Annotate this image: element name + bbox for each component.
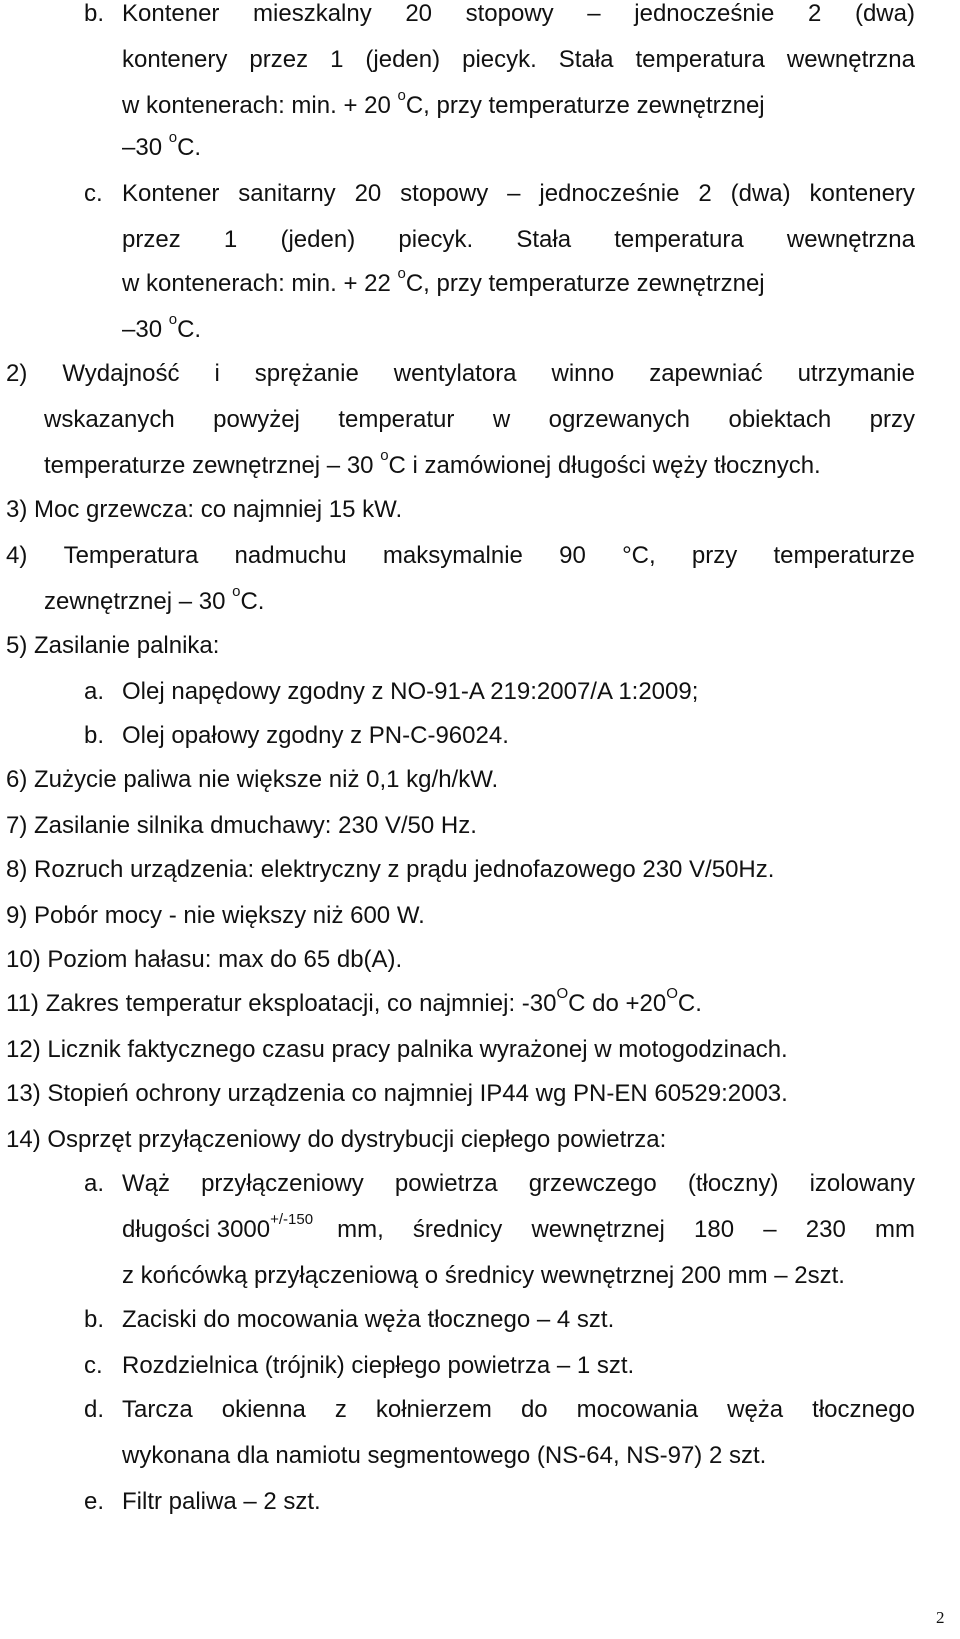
word: 2 — [698, 180, 712, 207]
item-14: 14) Osprzęt przyłączeniowy do dystrybucji ciepłego powietrza: — [6, 1126, 667, 1153]
word: wentylatora — [393, 360, 517, 387]
item-14d-line-2: wykonana dla namiotu segmentowego (NS-64, NS-97) 2 szt. — [122, 1442, 767, 1469]
item-14b-label: b. — [84, 1306, 105, 1333]
item-8: 8) Rozruch urządzenia: elektryczny z prądu jednofazowego 230 V/50Hz. — [6, 856, 775, 883]
word: stopowy — [400, 180, 489, 207]
word: 20 — [405, 0, 433, 27]
word: – — [587, 0, 601, 27]
word: jednocześnie — [539, 180, 680, 207]
item-b-line-1 — [122, 0, 915, 28]
word: 90 — [559, 542, 586, 569]
word: kontenery — [809, 180, 915, 207]
word: wewnętrznej — [531, 1216, 665, 1243]
word: wskazanych — [44, 406, 175, 433]
item-c-line-1 — [122, 180, 915, 208]
word: stopowy — [465, 0, 554, 27]
word: maksymalnie — [382, 542, 523, 569]
word: mm, — [337, 1216, 384, 1243]
item-b-label: b. — [84, 0, 105, 27]
item-14e-label: e. — [84, 1488, 105, 1515]
word: okienna — [221, 1396, 306, 1423]
word: nadmuchu — [234, 542, 347, 569]
word: (jeden) — [280, 226, 356, 253]
item-7: 7) Zasilanie silnika dmuchawy: 230 V/50 Hz. — [6, 812, 477, 839]
item-b-line-4: –30 $^o$C. — [122, 129, 202, 161]
word: powietrza — [394, 1170, 498, 1197]
word: średnicy — [412, 1216, 503, 1243]
item-5b-label: b. — [84, 722, 105, 749]
word: mieszkalny — [253, 0, 372, 27]
word: piecyk. — [398, 226, 474, 253]
item-c-label: c. — [84, 180, 103, 207]
item-14b: Zaciski do mocowania węża tłocznego – 4 szt. — [122, 1306, 615, 1333]
word: przez — [249, 46, 309, 73]
word: Stała — [558, 46, 614, 73]
word: piecyk. — [462, 46, 537, 73]
item-c-line-3: w kontenerach: min. + 22 $^o$C, przy temperaturze zewnętrznej — [122, 265, 765, 297]
word: powyżej — [213, 406, 300, 433]
item-5: 5) Zasilanie palnika: — [6, 632, 220, 659]
item-5a: Olej napędowy zgodny z NO-91-A 219:2007/A 1:2009; — [122, 678, 699, 705]
item-14d-line-1 — [122, 1396, 915, 1424]
item-b-line-2 — [122, 46, 915, 74]
item-14a-label: a. — [84, 1170, 105, 1197]
word: mocowania — [576, 1396, 699, 1423]
item-11: 11) Zakres temperatur eksploatacji, co najmniej: $-30^OC$ do $+20^OC$. — [6, 985, 702, 1017]
word: 4) — [6, 542, 28, 569]
word: kołnierzem — [375, 1396, 492, 1423]
word: Stała — [516, 226, 572, 253]
item-9: 9) Pobór mocy - nie większy niż 600 W. — [6, 902, 425, 929]
word: temperatur — [338, 406, 455, 433]
word: sprężanie — [254, 360, 359, 387]
item-2-line-3: temperaturze zewnętrznej – 30 $^o$C i zamówionej długości węży tłocznych. — [44, 447, 821, 479]
word: zapewniać — [649, 360, 763, 387]
item-4-line-2: zewnętrznej – 30 $^o$C. — [44, 583, 265, 615]
word: temperatura — [635, 46, 765, 73]
item-14e: Filtr paliwa – 2 szt. — [122, 1488, 321, 1515]
word: (dwa) — [854, 0, 915, 27]
item-13: 13) Stopień ochrony urządzenia co najmniej IP44 wg PN-EN 60529:2003. — [6, 1080, 788, 1107]
page-number: 2 — [936, 1608, 945, 1627]
word: (jeden) — [365, 46, 441, 73]
word: wewnętrzna — [786, 226, 915, 253]
item-14a-line-2: długości $3000^{+/-150}$ mm, średnicy wewnętrznej 180 – 230 mm — [122, 1211, 915, 1243]
word: jednocześnie — [634, 0, 775, 27]
word: przy — [691, 542, 738, 569]
word: utrzymanie — [797, 360, 915, 387]
item-c-line-2 — [122, 226, 915, 254]
word: Tarcza — [122, 1396, 193, 1423]
word: Kontener — [122, 0, 220, 27]
item-10: 10) Poziom hałasu: max do 65 db(A). — [6, 946, 403, 973]
word: przy — [869, 406, 915, 433]
item-14c-label: c. — [84, 1352, 103, 1379]
item-6: 6) Zużycie paliwa nie większe niż 0,1 kg/h/kW. — [6, 766, 499, 793]
word: kontenery — [122, 46, 228, 73]
item-5a-label: a. — [84, 678, 105, 705]
item-3: 3) Moc grzewcza: co najmniej 15 kW. — [6, 496, 403, 523]
word: Kontener — [122, 180, 220, 207]
word: 180 — [694, 1216, 735, 1243]
word: z — [334, 1396, 347, 1423]
word: 1 — [330, 46, 344, 73]
word: węża — [727, 1396, 784, 1423]
word: Temperatura — [63, 542, 199, 569]
word: (dwa) — [730, 180, 791, 207]
word: temperatura — [614, 226, 744, 253]
item-14d-label: d. — [84, 1396, 105, 1423]
word: ogrzewanych — [548, 406, 691, 433]
word: Wąż — [122, 1170, 170, 1197]
item-14a-line-3: z końcówką przyłączeniową o średnicy wewnętrznej 200 mm – 2szt. — [122, 1262, 845, 1289]
item-b-line-3: w kontenerach: min. + 20 $^o$C, przy temperaturze zewnętrznej — [122, 87, 765, 119]
item-14c: Rozdzielnica (trójnik) ciepłego powietrza – 1 szt. — [122, 1352, 635, 1379]
item-12: 12) Licznik faktycznego czasu pracy palnika wyrażonej w motogodzinach. — [6, 1036, 788, 1063]
word: 20 — [354, 180, 382, 207]
item-2-line-2 — [44, 406, 915, 434]
word: grzewczego — [528, 1170, 657, 1197]
item-14a-line-1 — [122, 1170, 915, 1198]
word: obiektach — [728, 406, 832, 433]
word: temperaturze — [773, 542, 915, 569]
word: w — [492, 406, 511, 433]
word: – — [507, 180, 521, 207]
word: przyłączeniowy — [201, 1170, 364, 1197]
word: i — [214, 360, 220, 387]
word: 230 — [805, 1216, 846, 1243]
word: 2 — [807, 0, 822, 27]
word: 1 — [223, 226, 238, 253]
word: wewnętrzna — [786, 46, 915, 73]
item-5b: Olej opałowy zgodny z PN-C-96024. — [122, 722, 509, 749]
item-2-line-1 — [6, 360, 915, 388]
word: tłocznego — [812, 1396, 915, 1423]
word: mm — [875, 1216, 915, 1243]
word: – — [763, 1216, 777, 1243]
word: Wydajność — [62, 360, 180, 387]
word: winno — [551, 360, 615, 387]
word: do — [520, 1396, 548, 1423]
word: (tłoczny) — [687, 1170, 779, 1197]
word: sanitarny — [238, 180, 336, 207]
item-c-line-4: –30 $^o$C. — [122, 311, 202, 343]
word: izolowany — [809, 1170, 915, 1197]
word: przez — [122, 226, 181, 253]
word: 2) — [6, 360, 28, 387]
word: °C, — [622, 542, 656, 569]
item-4-line-1 — [6, 542, 915, 570]
